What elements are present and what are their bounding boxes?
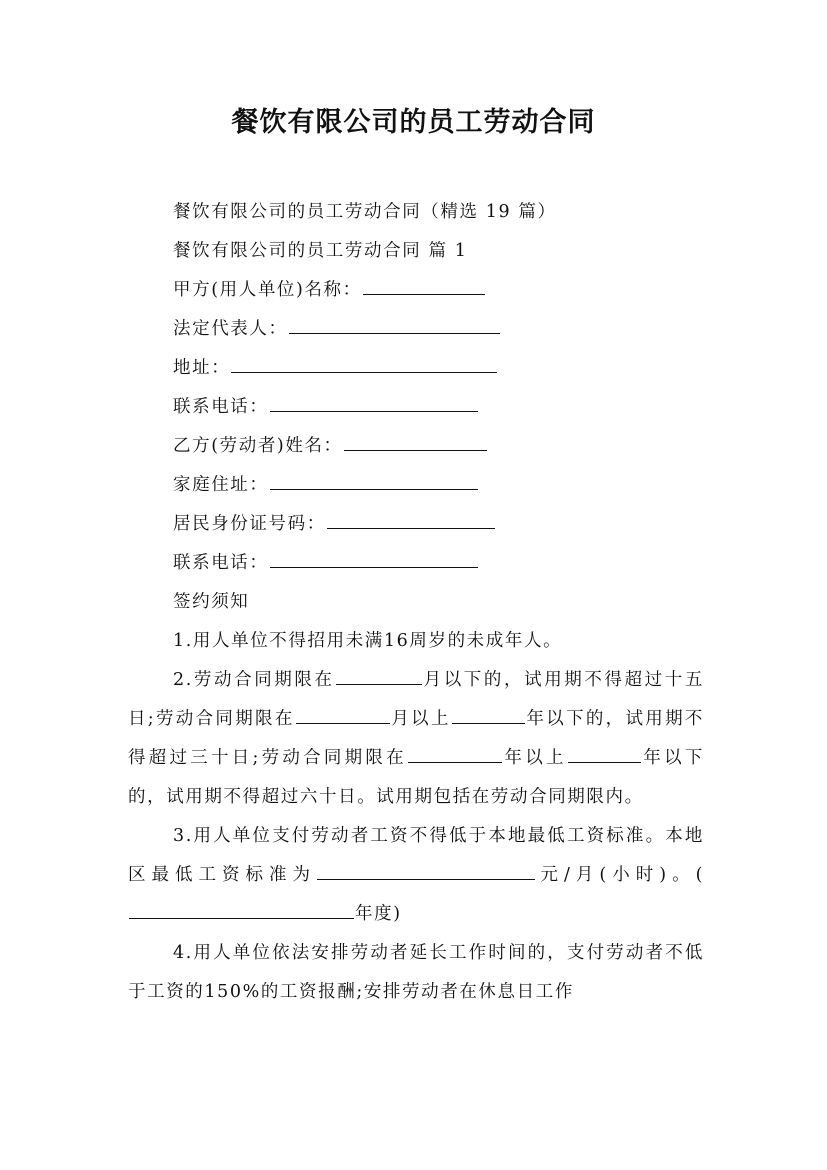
para2-text-f: 年以下的，试用期不得超过六十日。试用期包括在劳动合同期限内。	[128, 748, 704, 807]
para3-text-c: 年度)	[355, 904, 402, 924]
address-label: 地址：	[173, 358, 231, 378]
phone-b-blank	[270, 550, 478, 568]
home-address-blank	[270, 472, 478, 490]
id-number-blank	[327, 511, 495, 529]
id-number-label: 居民身份证号码：	[173, 514, 326, 534]
phone-a-line	[128, 388, 704, 427]
legal-rep-line	[128, 310, 704, 349]
party-b-name-label: 乙方(劳动者)姓名：	[173, 436, 343, 456]
notice-heading: 签约须知	[173, 592, 250, 612]
id-number-line	[128, 505, 704, 544]
para2-text-d: 年以下的，试用期不得超过三十日;劳动合同期限在	[128, 709, 704, 768]
party-a-name-label: 甲方(用人单位)名称：	[173, 280, 362, 300]
party-a-name-line	[128, 271, 704, 310]
para2-blank-3	[452, 706, 525, 724]
home-address-line	[128, 466, 704, 505]
party-a-name-blank	[363, 277, 485, 295]
legal-rep-label: 法定代表人：	[173, 319, 288, 339]
para2-text-b: 月以下的，试用期不得超过十五日;劳动合同期限在	[128, 670, 704, 729]
para2-blank-2	[296, 706, 390, 724]
subtitle-line: 餐饮有限公司的员工劳动合同（精选 19 篇）	[173, 202, 557, 222]
para3-blank-2	[129, 901, 354, 919]
para2-blank-1	[336, 667, 422, 685]
para2-text-e: 年以上	[502, 748, 567, 768]
home-address-label: 家庭住址：	[173, 475, 269, 495]
para2-text-c: 月以上	[390, 709, 451, 729]
legal-rep-blank	[289, 316, 500, 334]
para2-blank-5	[568, 745, 641, 763]
notice-paragraph-3	[128, 817, 704, 934]
para3-text-b: 元/月(小时)。(	[536, 865, 704, 885]
para3-blank-1	[317, 862, 535, 880]
party-b-name-blank	[344, 433, 487, 451]
phone-b-label: 联系电话：	[173, 553, 269, 573]
address-line	[128, 349, 704, 388]
notice-paragraph-2	[128, 661, 704, 817]
para2-text-a: 2.劳动合同期限在	[173, 670, 335, 690]
para3-text-a: 3.用人单位支付劳动者工资不得低于本地最低工资标准。本地区最低工资标准为	[128, 826, 704, 885]
document-body	[128, 193, 704, 1012]
para2-blank-4	[408, 745, 502, 763]
phone-b-line	[128, 544, 704, 583]
phone-a-blank	[270, 394, 478, 412]
notice-paragraph-4: 4.用人单位依法安排劳动者延长工作时间的，支付劳动者不低于工资的150%的工资报酬;安排劳动者在休息日工作	[128, 943, 704, 1002]
address-blank	[231, 355, 497, 373]
part-heading-line: 餐饮有限公司的员工劳动合同 篇 1	[173, 241, 468, 261]
phone-a-label: 联系电话：	[173, 397, 269, 417]
document-title: 餐饮有限公司的员工劳动合同	[231, 107, 596, 138]
notice-paragraph-1: 1.用人单位不得招用未满16周岁的未成年人。	[173, 631, 563, 651]
party-b-name-line	[128, 427, 704, 466]
